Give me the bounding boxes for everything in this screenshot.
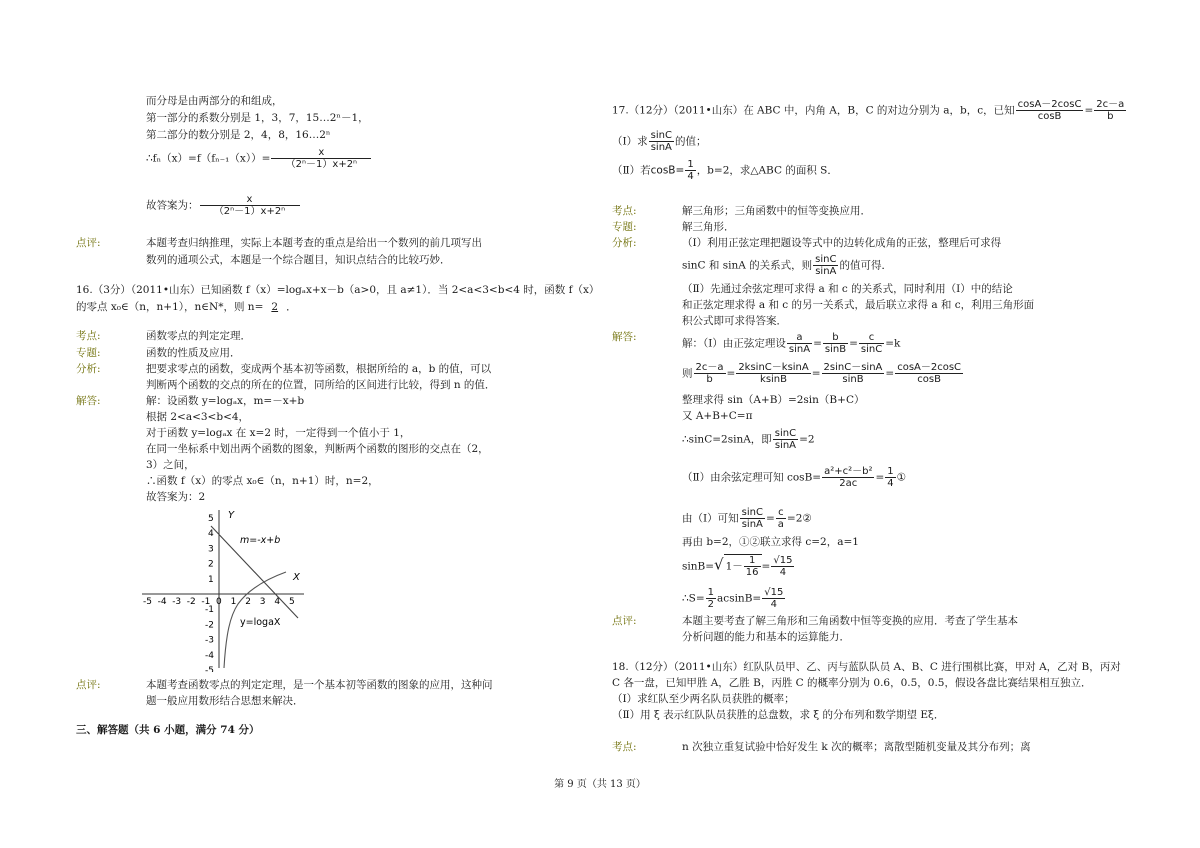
text-line: 解三角形；三角函数中的恒等变换应用． [682, 205, 871, 217]
comment-tag: 点评: [76, 237, 101, 249]
solution-step10 [682, 587, 786, 610]
line-m-label: m=-x+b [240, 535, 281, 546]
fraction-denominator: sinB [824, 344, 847, 355]
text-line: 本题考查函数零点的判定定理，是一个基本初等函数的图象的应用，这种问 [146, 679, 493, 691]
x-tick-label: -4 [157, 597, 167, 607]
text-line: 在同一坐标系中划出两个函数的图象，判断两个函数的图形的交点在（2， [146, 443, 489, 455]
text-line: 本题考查归纳推理，实际上本题考查的重点是给出一个数列的前几项写出 [146, 237, 482, 249]
solution-step2: 则 $\frac{2c-a}{b}$ = $\frac{2ksinC-ksinA}{ksinB}$ = $\frac{2\sin C-\sin A}{\sin B}$ = $\frac{\cos A-2\cos C}{\cos B}$ [682, 362, 962, 385]
fraction-denominator: （2ⁿ－1）x+2ⁿ [213, 206, 286, 217]
fraction-numerator: 1 [687, 159, 694, 170]
fraction-denominator: sinA [815, 266, 837, 277]
x-axis-label: X [293, 572, 300, 583]
formula-lhs: ∴fₙ（x）=f（fₙ₋₁（x））= [146, 152, 271, 165]
jieda-tag: 解答: [612, 331, 637, 343]
text-span: 的值； [674, 135, 707, 148]
fraction-numerator: b [823, 332, 848, 344]
fraction-numerator: 2ksinC－ksinA [738, 362, 809, 373]
kaodian-tag: 考点: [612, 741, 637, 753]
fraction-denominator: sinB [842, 374, 864, 385]
x-tick-labels [143, 597, 295, 607]
fenxi-tag: 分析: [612, 237, 637, 249]
text-line: 积公式即可求得答案． [682, 315, 787, 327]
text-span: cosB= [650, 164, 685, 177]
y-axis-label: Y [228, 510, 235, 521]
fraction-denominator: 4 [770, 599, 777, 610]
solution-step9 [682, 554, 795, 578]
text-span: ，b=2，求△ABC 的面积 S． [696, 164, 838, 177]
text-span: 解：（Ⅰ）由正弦定理设 [682, 337, 786, 350]
question-17-part2 [612, 159, 838, 182]
text-line: 和正弦定理求得 a 和 c 的另一关系式，最后联立求得 a 和 c，利用三角形面 [682, 299, 1035, 311]
fraction-denominator: cosB [1037, 111, 1062, 122]
text-line: 再由 b=2，①②联立求得 c=2，a=1 [682, 536, 859, 548]
log-curve-label: y=logaX [240, 617, 281, 628]
fraction-denominator: 2ac [839, 478, 858, 489]
x-tick-label: 1 [230, 597, 237, 607]
y-tick-labels [205, 514, 214, 672]
text-line: 3）之间， [146, 459, 195, 471]
text-line: 判断两个函数的交点的所在的位置，同所给的区间进行比较，得到 n 的值． [146, 379, 496, 391]
text-span: = [875, 471, 885, 484]
fraction-denominator: sinA [741, 519, 763, 530]
fraction-numerator: √15 [764, 587, 784, 598]
text-span: （Ⅱ）由余弦定理可知 cosB= [682, 471, 822, 484]
answer-blank: 2 [271, 301, 279, 313]
y-tick-label: -1 [205, 605, 214, 616]
fraction-numerator: √15 [773, 555, 793, 566]
x-tick-label: 5 [289, 597, 295, 607]
fraction-numerator: a [787, 332, 812, 344]
text-span: 则 [682, 367, 693, 380]
text-line: n 次独立重复试验中恰好发生 k 次的概率；离散型随机变量及其分布列；离 [682, 741, 1031, 753]
question-17-part1 [612, 130, 706, 153]
fraction-denominator: 16 [745, 567, 759, 578]
x-tick-label: -2 [186, 597, 196, 607]
fraction-numerator: 2c－a [695, 362, 724, 373]
y-tick-label: -3 [205, 635, 214, 646]
text-line: ∴函数 f（x）的零点 x₀∈（n，n+1）时，n=2， [146, 475, 379, 487]
fraction-denominator: sinC [860, 344, 883, 355]
text-span: 由（Ⅰ）可知 [682, 512, 739, 525]
text-line: 数列的通项公式，本题是一个综合题目，知识点结合的比较巧妙． [146, 254, 451, 266]
fraction-numerator: 2sinC－sinA [823, 362, 883, 373]
fraction-numerator: sinC [741, 507, 763, 518]
text-line: 解三角形． [682, 221, 735, 233]
page-footer: 第 9 页（共 13 页） [554, 779, 646, 790]
kaodian-tag: 考点: [76, 330, 101, 342]
y-tick-label: 3 [208, 544, 214, 555]
fraction-numerator: x [200, 194, 300, 206]
y-tick-label: 2 [208, 559, 214, 570]
question-16: 16.（3分）（2011•山东）已知函数 f（x）=logₐx+x－b（a>0，且 a≠1）．当 2<a<3<b<4 时，函数 f（x） [76, 284, 600, 296]
text-span: = [1084, 104, 1094, 117]
x-tick-label: 2 [245, 597, 251, 607]
text-line: 而分母是由两部分的和组成， [146, 95, 283, 107]
x-tick-label: 0 [216, 597, 222, 607]
text-line: 函数零点的判定定理． [146, 330, 251, 342]
radicand [724, 554, 762, 578]
pingdian-tag: 点评: [612, 615, 637, 627]
solution-step7 [682, 507, 812, 530]
solution-step6 [682, 466, 906, 489]
text-span: 17.（12分）（2011•山东）在 ABC 中，内角 A，B，C 的对边分别为 a，b，c，已知 [612, 104, 1015, 117]
text-line [682, 254, 892, 277]
fraction-denominator: cosB [917, 374, 941, 385]
fraction-numerator: c [859, 332, 884, 344]
formula-fn [146, 147, 372, 170]
fraction-numerator: a²+c²－b² [824, 466, 873, 477]
text-span: ∴sinC=2sinA，即 [682, 433, 772, 446]
text-span: acsinB= [717, 592, 762, 605]
text-span: 的零点 x₀∈（n，n+1），n∈N*，则 n= [76, 301, 264, 313]
fraction-numerator: sinC [815, 254, 837, 265]
text-line: 把要求零点的函数，变成两个基本初等函数，根据所给的 a，b 的值，可以 [146, 363, 492, 375]
fraction-numerator: sinC [774, 428, 797, 439]
circled-number: ① [896, 471, 907, 484]
fraction-denominator: ksinB [760, 374, 788, 385]
x-tick-label: -5 [143, 597, 152, 607]
text-line: （Ⅰ）利用正弦定理把题设等式中的边转化成角的正弦，整理后可求得 [682, 237, 1002, 249]
fraction-denominator: b [706, 374, 713, 385]
solution-step1: 解：（Ⅰ）由正弦定理设 $\frac{a}{\sin A}$ = $\frac{b}{\sin B}$ = $\frac{c}{\sin C}$ =k [682, 332, 901, 355]
fraction-denominator: 4 [887, 478, 894, 489]
fraction-denominator: b [1107, 111, 1114, 122]
fraction-numerator: cosA－2cosC [1017, 99, 1082, 110]
text-line: 第一部分的系数分别是 1，3，7，15…2ⁿ－1， [146, 112, 369, 124]
text-line: 根据 2<a<3<b<4， [146, 411, 250, 423]
fraction-numerator: 1 [707, 587, 715, 598]
text-span: sinC 和 sinA 的关系式，则 [682, 259, 813, 272]
text-line: 本题主要考查了解三角形和三角函数中恒等变换的应用．考查了学生基本 [682, 615, 1018, 627]
fraction-numerator: c [776, 507, 786, 519]
function-graph [138, 506, 310, 672]
text-line: （Ⅱ）先通过余弦定理可求得 a 和 c 的关系式，同时利用（Ⅰ）中的结论 [682, 283, 1013, 295]
text-line: 分析问题的能力和基本的运算能力． [682, 631, 850, 643]
text-span: （Ⅱ）若 [612, 164, 651, 177]
fraction-denominator: 4 [779, 567, 787, 578]
jieda-tag: 解答: [76, 395, 101, 407]
fraction-numerator: cosA－2cosC [897, 362, 962, 373]
answer-line [146, 194, 301, 217]
fraction-denominator: sinA [774, 440, 797, 451]
text-line: 对于函数 y=logₐx 在 x=2 时，一定得到一个值小于 1， [146, 427, 411, 439]
fraction-numerator: 1 [744, 555, 761, 567]
zhuanti-tag: 专题: [612, 221, 637, 233]
text-line: 第二部分的数分别是 2，4，8，16…2ⁿ [146, 129, 331, 141]
fraction-denominator: 2 [707, 599, 715, 610]
text-line: C 各一盘，已知甲胜 A，乙胜 B，丙胜 C 的概率分别为 0.6，0.5，0.5，假设各盘比赛结果相互独立． [612, 677, 1092, 689]
text-line: 题一般应用数形结合思想来解决． [146, 695, 304, 707]
kaodian-tag: 考点: [612, 205, 637, 217]
text-line: （Ⅱ）用 ξ 表示红队队员获胜的总盘数，求 ξ 的分布列和数学期望 Eξ． [612, 709, 945, 721]
text-line: 整理求得 sin（A+B）=2sin（B+C） [682, 394, 865, 406]
text-span: 1－ [725, 560, 743, 573]
text-line: （Ⅰ）求红队至少两名队员获胜的概率； [612, 693, 795, 705]
y-tick-label: 5 [208, 514, 214, 524]
fraction-denominator: sinA [788, 344, 811, 355]
text-line: 函数的性质及应用． [146, 347, 241, 359]
text-span: sinB= [682, 560, 715, 573]
fraction-denominator: a [777, 519, 784, 530]
text-line: 又 A+B+C=π [682, 410, 753, 422]
text-line: 解：设函数 y=logₐx，m=－x+b [146, 395, 305, 407]
fraction-denominator: 4 [687, 171, 694, 182]
text-line: 故答案为：2 [146, 491, 206, 503]
text-span: 的值可得． [839, 259, 892, 272]
sqrt-sign: √ [714, 555, 724, 574]
pingdian-tag: 点评: [76, 679, 101, 691]
text-span: ． [286, 301, 297, 313]
question-16-line2 [76, 300, 297, 314]
solution-step5 [682, 428, 815, 451]
y-tick-label: -2 [205, 620, 214, 631]
x-tick-label: 3 [259, 597, 266, 607]
fraction-numerator: 2c－a [1096, 99, 1125, 110]
y-tick-label: -5 [205, 666, 214, 672]
fenxi-tag: 分析: [76, 363, 101, 375]
text-span: =2② [786, 512, 812, 525]
fraction-numerator: x [271, 147, 371, 159]
text-span: = [761, 560, 771, 573]
fraction-numerator: 1 [887, 466, 894, 477]
zhuanti-tag: 专题: [76, 347, 101, 359]
text-span: =k [885, 337, 901, 350]
question-17 [612, 99, 1127, 122]
text-span: ∴S= [682, 592, 705, 605]
fraction-denominator: sinA [650, 142, 672, 153]
fraction-numerator: sinC [650, 130, 672, 141]
y-tick-label: 4 [208, 529, 214, 540]
text-span: = [765, 512, 775, 525]
question-18: 18.（12分）（2011•山东）红队队员甲、乙、丙与蓝队队员 A、B、C 进行围棋比赛，甲对 A，乙对 B，丙对 [612, 661, 1121, 673]
text-span: =2 [799, 433, 815, 446]
y-tick-label: 1 [208, 574, 214, 585]
fraction-denominator: （2ⁿ－1）x+2ⁿ [285, 159, 358, 170]
answer-label: 故答案为： [146, 199, 199, 212]
y-tick-label: -4 [205, 650, 214, 661]
text-span: （Ⅰ）求 [612, 135, 648, 148]
section-title: 三、解答题（共 6 小题，满分 74 分） [76, 724, 260, 736]
x-tick-label: -3 [172, 597, 182, 607]
x-tick-label: 4 [274, 597, 281, 607]
x-tick-label: -1 [201, 597, 211, 607]
